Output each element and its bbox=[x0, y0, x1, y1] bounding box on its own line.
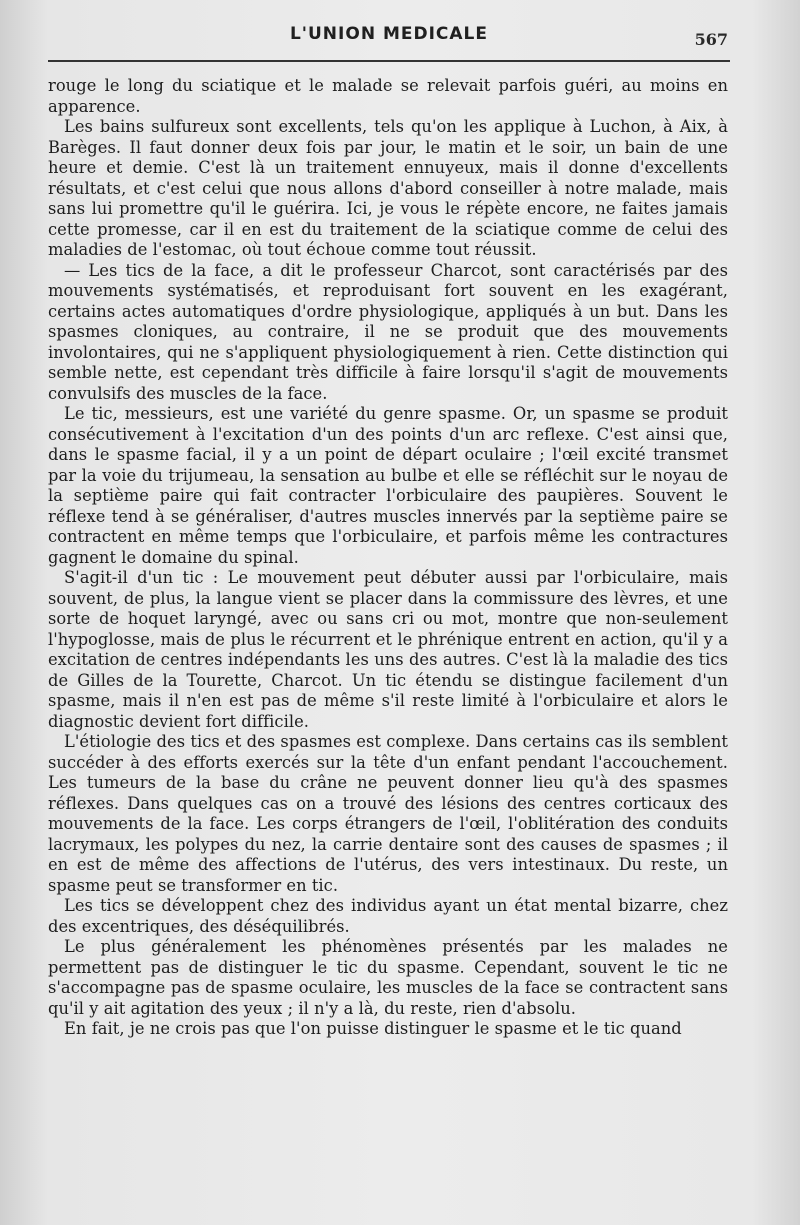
paragraph-tic-definition: Le tic, messieurs, est une variété du genre spasme. Or, un spasme se produit consécutivement à l'excitation d'un des points d'un arc reflexe. C'est ainsi que, dans le spasme facial, il y a un point de départ oculaire ; l'œil excité transmet par la voie du trijumeau, la sensation au bulbe et elle se réfléchit sur le noyau de la septième paire qui fait contracter l'orbiculaire des paupières. Souvent le réflexe tend à se généraliser, d'autres muscles innervés par la septième paire se contractent en même temps que l'orbiculaire, et parfois même les contractures gagnent le domaine du spinal. bbox=[48, 404, 728, 567]
body-text bbox=[48, 76, 728, 1040]
paragraph-continuation: rouge le long du sciatique et le malade se relevait parfois guéri, au moins en apparence. bbox=[48, 76, 728, 116]
running-title: L'UNION MEDICALE bbox=[289, 24, 489, 44]
page-header bbox=[48, 24, 730, 54]
paragraph-conclusion: En fait, je ne crois pas que l'on puisse distinguer le spasme et le tic quand bbox=[64, 1019, 682, 1038]
paragraph-tic-vs-spasm: S'agit-il d'un tic : Le mouvement peut débuter aussi par l'orbiculaire, mais souvent, de plus, la langue vient se placer dans la commissure des lèvres, et une sorte de hoquet laryngé, avec ou sans cri ou mot, montre que non-seulement l'hypoglosse, mais de plus le récurrent et le phrénique entrent en action, qu'il y a excitation de centres indépendants les uns des autres. C'est là la maladie des tics de Gilles de la Tourette, Charcot. Un tic étendu se distingue facilement d'un spasme, mais il n'en est pas de même s'il reste limité à l'orbiculaire et alors le diagnostic devient fort difficile. bbox=[48, 568, 728, 731]
paragraph-facial-tics: — Les tics de la face, a dit le professeur Charcot, sont caractérisés par des mouvements systématisés, et reproduisant fort souvent en les exagérant, certains actes automatiques d'ordre physiologique, appliqués à un but. Dans les spasmes cloniques, au contraire, il ne se produit que des mouvements involontaires, qui ne s'appliquent physiologiquement à rien. Cette distinction qui semble nette, est cependant très difficile à faire lorsqu'il s'agit de mouvements convulsifs des muscles de la face. bbox=[48, 260, 728, 403]
header-rule bbox=[48, 60, 730, 62]
paragraph-sulfur-baths: Les bains sulfureux sont excellents, tels qu'on les applique à Luchon, à Aix, à Barèges. Il faut donner deux fois par jour, le matin et le soir, un bain de une heure et demie. C'est là un traitement ennuyeux, mais il donne d'excellents résultats, et c'est celui que nous allons d'abord conseiller à notre malade, mais sans lui promettre qu'il le guérira. Ici, je vous le répète encore, ne faites jamais cette promesse, car il en est du traitement de la sciatique comme de celui des maladies de l'estomac, où tout échoue comme tout réussit. bbox=[48, 117, 728, 259]
page-number: 567 bbox=[694, 30, 728, 49]
paragraph-etiology: L'étiologie des tics et des spasmes est complexe. Dans certains cas ils semblent succéder à des efforts exercés sur la tête d'un enfant pendant l'accouchement. Les tumeurs de la base du crâne ne peuvent donner lieu qu'à des spasmes réflexes. Dans quelques cas on a trouvé des lésions des centres corticaux des mouvements de la face. Les corps étrangers de l'œil, l'oblitération des conduits lacrymaux, les polypes du nez, la carrie dentaire sont des causes de spasmes ; il en est de même des affections de l'utérus, des vers intestinaux. Du reste, un spasme peut se transformer en tic. bbox=[48, 732, 728, 895]
paragraph-distinction: Le plus généralement les phénomènes présentés par les malades ne permettent pas de distinguer le tic du spasme. Cependant, souvent le tic ne s'accompagne pas de spasme oculaire, les muscles de la face se contractent sans qu'il y ait agitation des yeux ; il n'y a là, du reste, rien d'absolu. bbox=[48, 937, 728, 1018]
paragraph-mental-state: Les tics se développent chez des individus ayant un état mental bizarre, chez des excentriques, des déséquilibrés. bbox=[48, 896, 728, 936]
